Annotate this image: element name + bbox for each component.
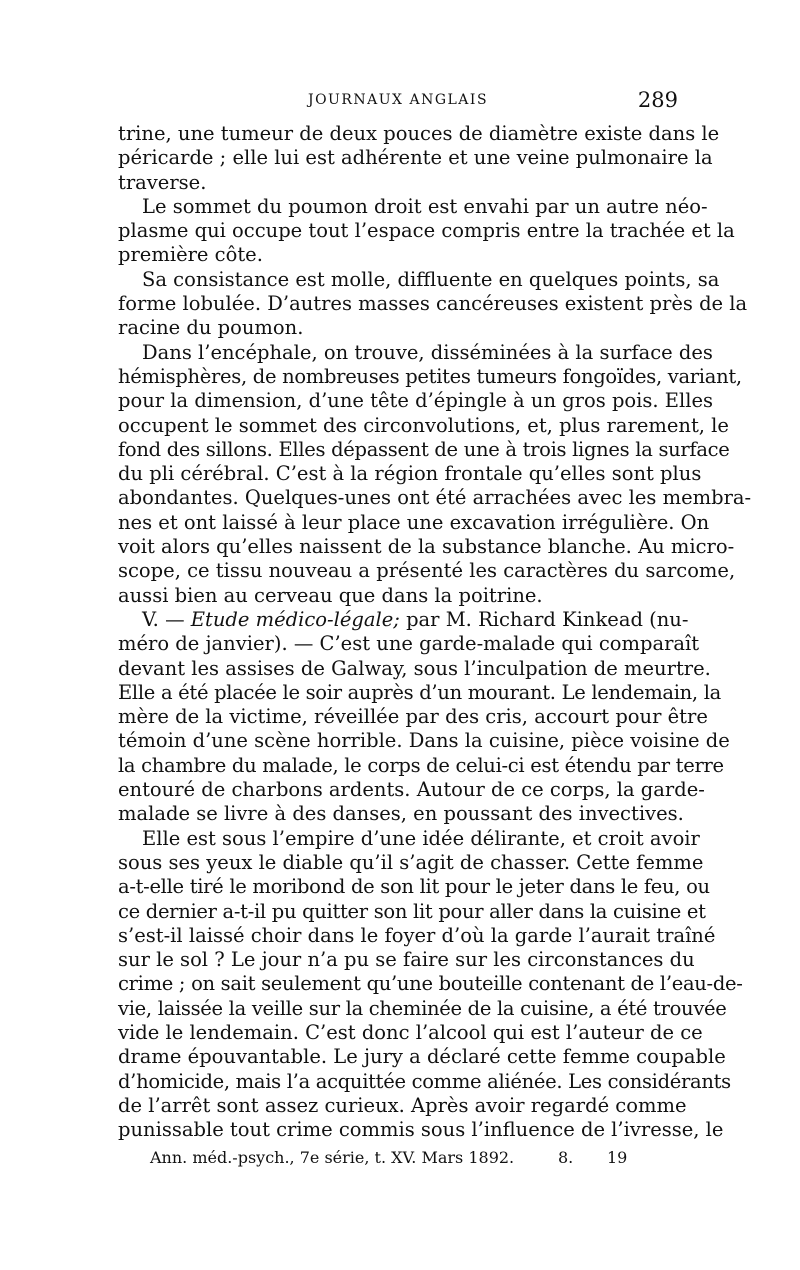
page-header: [118, 88, 678, 118]
text-line: fond des sillons. Elles dépassent de une à trois lignes la surface: [118, 437, 730, 461]
text-line: aussi bien au cerveau que dans la poitrine.: [118, 583, 543, 607]
text-line: s’est-il laissé choir dans le foyer d’où la garde l’aurait traîné: [118, 923, 716, 947]
text-line: racine du poumon.: [118, 316, 304, 340]
running-head: JOURNAUX ANGLAIS: [307, 92, 489, 108]
text-line: trine, une tumeur de deux pouces de diamètre existe dans le: [118, 122, 720, 145]
page-footer: [150, 1148, 650, 1167]
text-line: Elle est sous l’empire d’une idée délirante, et croit avoir: [142, 826, 700, 850]
text-line: pour la dimension, d’une tête d’épingle à un gros pois. Elles: [118, 389, 714, 413]
text-line: de l’arrêt sont assez curieux. Après avoir regardé comme: [118, 1093, 687, 1117]
text-line: forme lobulée. D’autres masses cancéreuses existent près de la: [118, 292, 748, 316]
text-line: la chambre du malade, le corps de celui-ci est étendu par terre: [118, 753, 724, 777]
text-line: devant les assises de Galway, sous l’inculpation de meurtre.: [118, 656, 711, 680]
text-line: vide le lendemain. C’est donc l’alcool qui est l’auteur de ce: [118, 1020, 703, 1044]
text-line: sous ses yeux le diable qu’il s’agit de chasser. Cette femme: [118, 850, 704, 874]
text-line: péricarde ; elle lui est adhérente et une veine pulmonaire la: [118, 146, 713, 170]
text-line: crime ; on sait seulement qu’une bouteille contenant de l’eau-de-: [118, 972, 743, 996]
section-title: Etude médico-légale;: [190, 607, 400, 631]
text-line: occupent le sommet des circonvolutions, et, plus rarement, le: [118, 413, 729, 437]
text-line: Le sommet du poumon droit est envahi par un autre néo-: [142, 194, 708, 218]
text-line: a-t-elle tiré le moribond de son lit pour le jeter dans le feu, ou: [118, 875, 710, 899]
page-body: [118, 122, 752, 1142]
section-heading-line: [118, 607, 689, 632]
journal-citation: Ann. méd.-psych., 7e série, t. XV. Mars 1892.: [150, 1148, 515, 1167]
text-line: malade se livre à des danses, en poussant des invectives.: [118, 802, 684, 826]
text-line: drame épouvantable. Le jury a déclaré cette femme coupable: [118, 1045, 726, 1069]
text-line: d’homicide, mais l’a acquittée comme aliénée. Les considérants: [118, 1069, 731, 1093]
text-line: punissable tout crime commis sous l’influence de l’ivresse, le: [118, 1118, 724, 1142]
text-line: Dans l’encéphale, on trouve, disséminées à la surface des: [142, 340, 713, 364]
text-line: témoin d’une scène horrible. Dans la cuisine, pièce voisine de: [118, 729, 730, 753]
text-line: ce dernier a-t-il pu quitter son lit pour aller dans la cuisine et: [118, 899, 706, 923]
text-line: nes et ont laissé à leur place une excavation irrégulière. On: [118, 510, 710, 534]
section-number: V. —: [142, 607, 185, 631]
text-line: scope, ce tissu nouveau a présenté les caractères du sarcome,: [118, 559, 736, 583]
signature-mark: 8.: [558, 1148, 574, 1167]
text-line: première côte.: [118, 243, 263, 267]
page-number: 289: [637, 88, 678, 112]
text-line: méro de janvier). — C’est une garde-malade qui comparaît: [118, 632, 700, 656]
text-line: traverse.: [118, 170, 207, 194]
text-line: plasme qui occupe tout l’espace compris entre la trachée et la: [118, 219, 735, 243]
text-line: abondantes. Quelques-unes ont été arrachées avec les membra-: [118, 486, 752, 510]
text-line: hémisphères, de nombreuses petites tumeurs fongoïdes, variant,: [118, 364, 742, 388]
text-line: voit alors qu’elles naissent de la substance blanche. Au micro-: [118, 535, 735, 559]
sheet-number: 19: [607, 1148, 628, 1167]
text-line: du pli cérébral. C’est à la région frontale qu’elles sont plus: [118, 462, 702, 486]
text-line: mère de la victime, réveillée par des cris, accourt pour être: [118, 705, 708, 729]
text-line: vie, laissée la veille sur la cheminée de la cuisine, a été trouvée: [118, 996, 727, 1020]
text-fragment: par M. Richard Kinkead (nu-: [406, 607, 689, 631]
text-line: sur le sol ? Le jour n’a pu se faire sur les circonstances du: [118, 948, 695, 972]
text-line: Elle a été placée le soir auprès d’un mourant. Le lendemain, la: [118, 680, 721, 704]
text-line: entouré de charbons ardents. Autour de ce corps, la garde-: [118, 778, 705, 802]
text-line: Sa consistance est molle, diffluente en quelques points, sa: [142, 267, 720, 291]
